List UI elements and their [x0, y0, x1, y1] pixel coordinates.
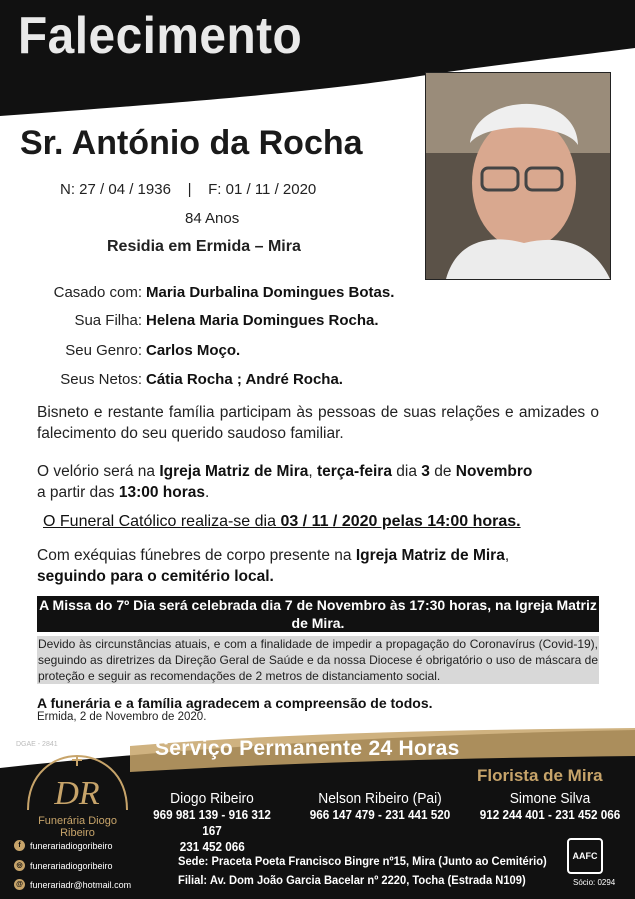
instagram-icon: ◎ [14, 860, 25, 871]
family-son-in-law [37, 342, 240, 359]
wake-info: O velório será na Igreja Matriz de Mira, terça-feira dia 3 de Novembro a partir das 13:00 horas. [37, 463, 533, 501]
logo-initials: DR [54, 775, 100, 812]
birth-death-dates: N: 27 / 04 / 1936 | F: 01 / 11 / 2020 [60, 181, 317, 198]
page-title: Falecimento [18, 7, 303, 65]
deceased-name: Sr. António da Rocha [20, 124, 363, 162]
exequies-info: Com exéquias fúnebres de corpo presente na Igreja Matriz de Mira, seguindo para o cemitério local. [37, 547, 510, 585]
funeral-info: O Funeral Católico realiza-se dia 03 / 11 / 2020 pelas 14:00 horas. [43, 513, 521, 530]
thanks-text: A funerária e a família agradecem a compreensão de todos. [37, 695, 433, 711]
family-value: Maria Durbalina Domingues Botas. [146, 284, 395, 301]
family-label: Sua Filha: [74, 312, 142, 329]
family-value: Helena Maria Domingues Rocha. [146, 312, 379, 329]
social-facebook[interactable]: f funerariadiogoribeiro [14, 840, 113, 851]
family-value: Cátia Rocha ; André Rocha. [146, 371, 343, 388]
address-filial: Filial: Av. Dom João Garcia Bacelar nº 2220, Tocha (Estrada N109) [178, 873, 526, 887]
family-value: Carlos Moço. [146, 342, 241, 359]
florist-name: Florista de Mira [477, 766, 603, 785]
notice-text: Bisneto e restante família participam às pessoas de suas relações e amizades o falecimento do seu querido saudoso familiar. [37, 404, 599, 442]
mass-banner: A Missa do 7º Dia será celebrada dia 7 de Novembro às 17:30 horas, na Igreja Matriz de Mira. [37, 596, 599, 632]
funeral-home-name: Funerária Diogo Ribeiro [38, 815, 117, 839]
family-label: Seu Genro: [65, 342, 142, 359]
social-instagram[interactable]: ◎ funerariadiogoribeiro [14, 860, 113, 871]
deceased-photo [425, 72, 611, 280]
funeral-home-logo [20, 752, 135, 821]
member-number: Sócio: 0294 [573, 878, 616, 887]
address-sede: Sede: Praceta Poeta Francisco Bingre nº15, Mira (Junto ao Cemitério) [178, 854, 547, 868]
social-email[interactable]: @ funerariadr@hotmail.com [14, 879, 131, 890]
association-logo: AAFC [567, 838, 603, 874]
family-grandchildren [37, 371, 343, 388]
covid-notice: Devido às circunstâncias atuais, e com a finalidade de impedir a propagação do Coronavírus (Covid-19), seguindo as diretrizes da Direção Geral de Saúde e da nossa Diocese é obrigatório o uso de máscara de proteção e seguir as recomendações de 2 metros de distanciamento social. [38, 637, 598, 683]
contact-simone: Simone Silva 912 244 401 - 231 452 066 [479, 790, 621, 822]
facebook-icon: f [14, 840, 25, 851]
age: 84 Anos [185, 210, 240, 227]
service-banner: Serviço Permanente 24 Horas [155, 737, 460, 760]
email-icon: @ [14, 879, 25, 890]
contact-diogo: Diogo Ribeiro 969 981 139 - 916 312 167 231 452 066 [153, 790, 271, 854]
contact-nelson: Nelson Ribeiro (Pai) 966 147 479 - 231 441 520 [309, 790, 451, 822]
family-label: Seus Netos: [60, 371, 142, 388]
family-daughter [37, 312, 379, 329]
place-date: Ermida, 2 de Novembro de 2020. [37, 711, 207, 723]
family-label: Casado com: [53, 284, 142, 301]
family-spouse [37, 284, 394, 301]
dgae-code: DGAE - 2841 [16, 741, 58, 748]
residence: Residia em Ermida – Mira [107, 238, 301, 255]
